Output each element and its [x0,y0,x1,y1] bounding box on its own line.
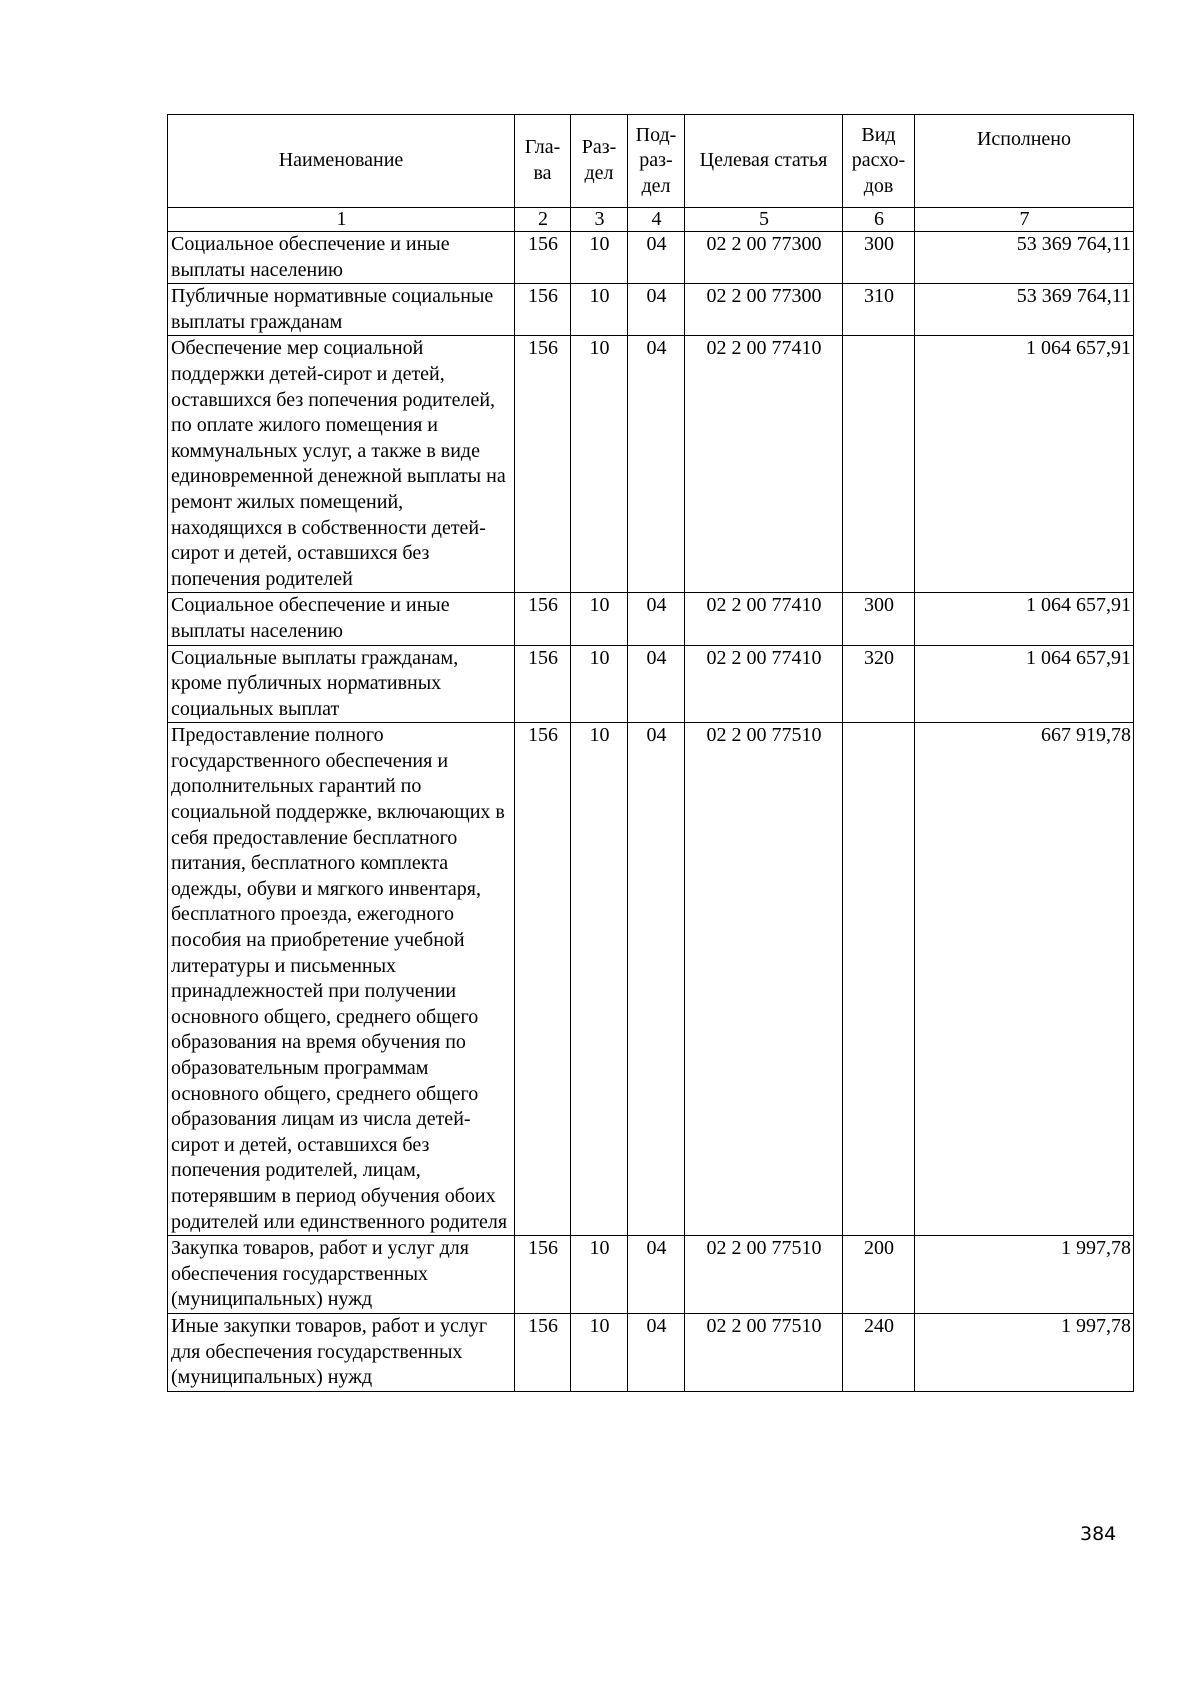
header-amount-text: Исполнено [976,128,1072,150]
row-name: Закупка товаров, работ и услуг для обеспечения государственных (муниципальных) нужд [168,1236,515,1314]
row-amount: 53 369 764,11 [915,232,1134,284]
header-statya [685,115,843,208]
row-glava: 156 [515,593,571,645]
row-glava: 156 [515,645,571,723]
header-glava-text: Гла- ва [524,136,561,184]
row-name: Социальные выплаты гражданам, кроме публичных нормативных социальных выплат [168,645,515,723]
row-razdel: 10 [571,593,628,645]
table-row [168,232,1134,284]
column-number-row [168,208,1134,232]
header-vid-text: Вид расхо- дов [851,123,906,197]
row-vid: 300 [843,593,915,645]
table-row [168,284,1134,336]
row-amount: 1 064 657,91 [915,593,1134,645]
header-amount [915,115,1134,208]
column-number: 5 [685,208,843,232]
row-amount: 1 997,78 [915,1313,1134,1391]
row-podrazdel: 04 [628,336,685,593]
row-name: Обеспечение мер социальной поддержки детей-сирот и детей, оставшихся без попечения родителей, по оплате жилого помещения и коммунальных услуг, а также в виде единовременной денежной выплаты на ремонт жилых помещений, находящихся в собственности детей-сирот и детей, оставшихся без попечения родителей [168,336,515,593]
row-vid: 200 [843,1236,915,1314]
header-name-text: Наименование [278,149,404,172]
header-razdel-text: Раз- дел [581,136,617,184]
header-razdel [571,115,628,208]
row-vid: 300 [843,232,915,284]
table-row [168,336,1134,593]
row-statya: 02 2 00 77300 [685,284,843,336]
budget-table [167,114,1134,1392]
row-glava: 156 [515,1236,571,1314]
row-name: Предоставление полного государственного обеспечения и дополнительных гарантий по социальной поддержке, включающих в себя предоставление бесплатного питания, бесплатного комплекта одежды, обуви и мягкого инвентаря, бесплатного проезда, ежегодного пособия на приобретение учебной литературы и письменных принадлежностей при получении основного общего, среднего общего образования на время обучения по образовательным программам основного общего, среднего общего образования лицам из числа детей-сирот и детей, оставшихся без попечения родителей, лицам, потерявшим в период обучения обоих родителей или единственного родителя [168,723,515,1236]
row-statya: 02 2 00 77510 [685,1236,843,1314]
row-amount: 1 064 657,91 [915,336,1134,593]
table-row [168,645,1134,723]
row-razdel: 10 [571,284,628,336]
row-name: Социальное обеспечение и иные выплаты населению [168,593,515,645]
row-podrazdel: 04 [628,593,685,645]
row-vid [843,336,915,593]
header-row [168,115,1134,208]
header-podrazdel [628,115,685,208]
row-statya: 02 2 00 77510 [685,723,843,1236]
row-statya: 02 2 00 77410 [685,336,843,593]
row-glava: 156 [515,336,571,593]
row-name: Социальное обеспечение и иные выплаты населению [168,232,515,284]
header-name [168,115,515,208]
table-row [168,1313,1134,1391]
column-number: 3 [571,208,628,232]
row-vid: 310 [843,284,915,336]
row-glava: 156 [515,284,571,336]
row-razdel: 10 [571,723,628,1236]
row-podrazdel: 04 [628,232,685,284]
row-amount: 1 064 657,91 [915,645,1134,723]
row-podrazdel: 04 [628,645,685,723]
column-number: 4 [628,208,685,232]
row-razdel: 10 [571,1236,628,1314]
row-vid: 240 [843,1313,915,1391]
header-statya-text: Целевая статья [699,149,828,172]
column-number: 6 [843,208,915,232]
row-glava: 156 [515,1313,571,1391]
page-number: 384 [1080,1523,1117,1545]
row-podrazdel: 04 [628,1313,685,1391]
row-podrazdel: 04 [628,1236,685,1314]
row-podrazdel: 04 [628,284,685,336]
row-amount: 1 997,78 [915,1236,1134,1314]
row-razdel: 10 [571,232,628,284]
row-razdel: 10 [571,645,628,723]
table-row [168,593,1134,645]
row-vid [843,723,915,1236]
row-statya: 02 2 00 77410 [685,645,843,723]
row-razdel: 10 [571,336,628,593]
header-glava [515,115,571,208]
row-glava: 156 [515,232,571,284]
header-vid [843,115,915,208]
row-statya: 02 2 00 77410 [685,593,843,645]
row-statya: 02 2 00 77300 [685,232,843,284]
row-amount: 53 369 764,11 [915,284,1134,336]
row-name: Публичные нормативные социальные выплаты гражданам [168,284,515,336]
column-number: 7 [915,208,1134,232]
table-row [168,723,1134,1236]
column-number: 2 [515,208,571,232]
row-podrazdel: 04 [628,723,685,1236]
row-glava: 156 [515,723,571,1236]
row-amount: 667 919,78 [915,723,1134,1236]
table-row [168,1236,1134,1314]
row-vid: 320 [843,645,915,723]
row-name: Иные закупки товаров, работ и услуг для обеспечения государственных (муниципальных) нужд [168,1313,515,1391]
column-number: 1 [168,208,515,232]
row-razdel: 10 [571,1313,628,1391]
header-podrazdel-text: Под- раз- дел [635,123,677,197]
row-statya: 02 2 00 77510 [685,1313,843,1391]
